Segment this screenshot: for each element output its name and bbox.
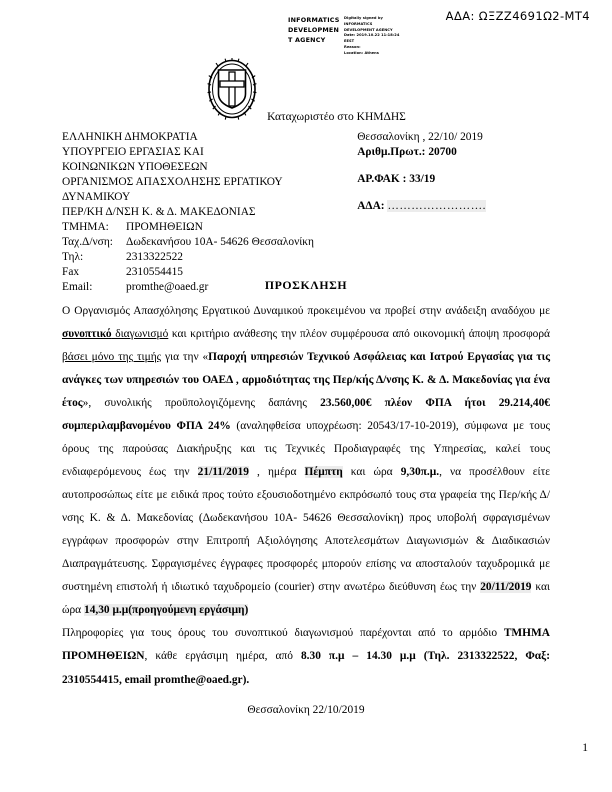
phone-value: 2313322522 [126, 251, 183, 264]
phone-label: Τηλ: [62, 251, 84, 264]
issuer-details [62, 130, 357, 296]
department-label: ΤΜΗΜΑ: [62, 221, 109, 234]
file-value: 33/19 [409, 173, 436, 186]
document-body [62, 300, 550, 692]
paragraph-info [62, 622, 550, 691]
file-label: ΑΡ.ΦΑΚ : [357, 173, 407, 186]
signature-detail-line-2: INFORMATICS [344, 21, 373, 26]
p1-deadline-date-1: 21/11/2019 [197, 466, 249, 479]
p2-seg3: , κάθε εργάσιμη ημέρα, από [144, 650, 301, 663]
protocol-label: Αριθμ.Πρωτ.: [357, 146, 426, 159]
issuer-line-3: ΚΟΙΝΩΝΙΚΩΝ ΥΠΟΘΕΣΕΩΝ [62, 161, 208, 174]
signature-detail-line-5: EEST [344, 39, 355, 44]
page-number: 1 [582, 742, 588, 754]
phone-row [62, 250, 357, 265]
letter-header [62, 130, 554, 296]
department-row [62, 220, 357, 235]
fax-label: Fax [62, 266, 80, 279]
protocol-row [357, 145, 554, 160]
signature-agency-line-3: T AGENCY [288, 35, 326, 44]
issuer-line-1: ΕΛΛΗΝΙΚΗ ΔΗΜΟΚΡΑΤΙΑ [62, 131, 198, 143]
p1-postal-deadline-date: 20/11/2019 [480, 581, 532, 594]
p1-seg1: Ο Οργανισμός Απασχόλησης Εργατικού Δυναμικού προκειμένου να προβεί στην ανάδειξη αναδόχου με [62, 305, 550, 317]
p1-seg8: », συνολικής προϋπολογιζόμενης δαπάνης [82, 397, 321, 410]
issuer-line-4: ΟΡΓΑΝΙΣΜΟΣ ΑΠΑΣΧΟΛΗΣΗΣ ΕΡΓΑΤΙΚΟΥ [62, 176, 283, 189]
ada-header-code: ΑΔΑ: ΩΞΖΖ4691Ω2-ΜΤ4 [445, 9, 590, 23]
p1-seg6: για την « [161, 351, 209, 364]
p2-seg1: Πληροφορίες για τους όρους του συνοπτικού διαγωνισμού παρέχονται από το αρμόδιο [62, 627, 504, 640]
signature-detail-line-6: Reason: [344, 45, 361, 50]
signature-detail-line-3: DEVELOPMENT AGENCY [344, 27, 393, 32]
email-value: promthe@oaed.gr [126, 281, 209, 294]
issuer-line-6: ΠΕΡ/ΚΗ Δ/ΝΣΗ Κ. & Δ. ΜΑΚΕΔΟΝΙΑΣ [62, 206, 256, 219]
p1-diagonismo-underline: διαγωνισμό [111, 328, 169, 341]
signature-agency-line-2: DEVELOPMEN [288, 25, 340, 34]
email-label: Email: [62, 281, 93, 294]
p1-seg4: και κριτήριο ανάθεσης την πλέον συμφέρουσα από οικονομική άποψη προσφορά [168, 328, 550, 341]
paragraph-main [62, 300, 550, 622]
p1-seg16: , να προσέλθουν είτε αυτοπροσώπως είτε με ειδικά προς τούτο εξουσιοδοτημένο εκπρόσωπό τους στα γραφεία της Περ/κής Δ/νσης Κ. & Δ. Μακεδονίας (Δωδεκανήσου 10Α- 54626 Θεσσαλονίκη) προς υποβολή σφραγισμένων εγγράφων προσφορών στην Επιτροπή Αξιολόγησης Αποτελεσμάτων Διαγωνισμών & Διαδικασιών Διαπραγμάτευσης. Σφραγισμένες έγγραφες προσφορές μπορούν επίσης να αποσταλούν ταχυδρομικά με συστημένη επιστολή ή ιδιωτικό ταχυδρομείο (courier) στην ανωτέρω διεύθυνση έως την [62, 466, 550, 594]
p1-seg14: και ώρα [342, 466, 401, 479]
protocol-details [357, 130, 554, 296]
signature-detail-line-1: Digitally signed by [344, 16, 383, 20]
p1-deadline-time-1: 9,30π.μ. [400, 466, 440, 479]
signature-details [344, 16, 406, 57]
issuer-line-5: ΔΥΝΑΜΙΚΟΥ [62, 191, 131, 204]
signature-detail-line-4: Date: 2019.10.22 11:18:24 [344, 33, 400, 38]
fax-value: 2310554415 [126, 266, 183, 279]
page-title: ΠΡΟΣΚΛΗΣΗ [264, 278, 348, 292]
ada-row [357, 199, 554, 214]
ada-label: ΑΔΑ: [357, 200, 385, 213]
department-value: ΠΡΟΜΗΘΕΙΩΝ [126, 221, 203, 234]
p1-synoptiko-underline: συνοπτικό [62, 328, 112, 341]
p1-seg10: (αναληφθείσα υποχρέωση: 20543/17-10-2019), σύμφωνα με τους όρους της παρούσας Διακήρυξης και τις Τεχνικές Προδιαγραφές της Υπηρεσίας, καλεί τους ενδιαφερόμενους έως την [62, 420, 550, 479]
p1-budget-amount: 23.560,00€ πλέον ΦΠΑ ήτοι 29.214,40€ συμπεριλαμβανομένου ΦΠΑ 24% [62, 397, 550, 433]
file-row [357, 172, 554, 187]
p1-previous-working-day: (προηγούμενη εργάσιμη) [128, 604, 249, 617]
kimdis-registration-note: Καταχωριστέο στο ΚΗΜΔΗΣ [267, 111, 406, 123]
address-label: Ταχ.Δ/νση: [62, 236, 113, 249]
p1-price-criterion-underline: βάσει μόνο της τιμής [62, 351, 162, 364]
spacer-1 [357, 160, 554, 172]
address-row [62, 235, 357, 250]
p1-postal-deadline-time: 14,30 μ.μ [84, 604, 129, 617]
issuer-line-2: ΥΠΟΥΡΓΕΙΟ ΕΡΓΑΣΙΑΣ ΚΑΙ [62, 146, 204, 159]
p2-contact-hours: 8.30 π.μ – 14.30 μ.μ (Τηλ. 2313322522, Φαξ: 2310554415, email promthe@oaed.gr). [62, 650, 551, 686]
digital-signature-stamp [288, 16, 406, 57]
signature-agency-line-1: INFORMATICS [288, 16, 340, 24]
emblem-row [0, 58, 612, 125]
footer-city-date: Θεσσαλονίκη 22/10/2019 [247, 704, 365, 716]
protocol-value: 20700 [428, 146, 457, 159]
issue-city-date: Θεσσαλονίκη , 22/10/ 2019 [357, 131, 483, 143]
p1-deadline-weekday: Πέμπτη [304, 466, 343, 479]
signature-detail-line-7: Location: Athens [344, 50, 379, 55]
signature-agency-name [288, 16, 340, 46]
p1-seg18: και ώρα [62, 581, 550, 617]
p1-contract-subject: Παροχή υπηρεσιών Τεχνικού Ασφάλειας και Ιατρού Εργασίας για τις ανάγκες των υπηρεσιών του ΟΑΕΔ , αρμοδιότητας της Περ/κής Δ/νσης Κ. & Δ. Μακεδονίας για ένα έτος [62, 351, 551, 410]
spacer-2 [357, 187, 554, 199]
ada-placeholder-value: ……………………. [387, 200, 486, 213]
address-value: Δωδεκανήσου 10Α- 54626 Θεσσαλονίκη [126, 236, 314, 249]
p1-seg12: , ημέρα [248, 466, 305, 479]
greek-coat-of-arms-icon [206, 58, 258, 125]
p2-department: ΤΜΗΜΑ ΠΡΟΜΗΘΕΙΩΝ [62, 627, 550, 663]
